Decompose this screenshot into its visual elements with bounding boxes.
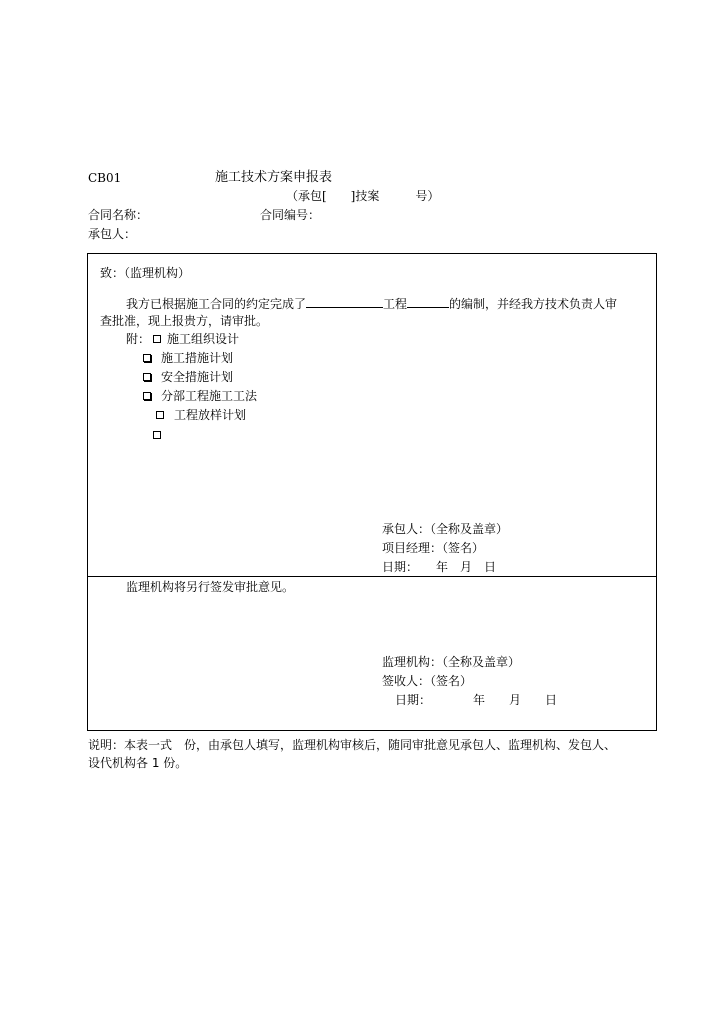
contract-no-label: 合同编号： — [260, 208, 321, 222]
sign-contractor: 承包人：（全称及盖章） — [382, 522, 509, 536]
form-code: CB01 — [88, 171, 122, 185]
attachment-item[interactable]: 分部工程施工工法 — [143, 390, 257, 402]
body-line-1 — [126, 296, 617, 310]
document-blank[interactable] — [407, 296, 449, 308]
attachment-item[interactable]: 工程放样计划 — [156, 409, 246, 421]
body-part2: 工程 — [383, 297, 408, 311]
attachment-item[interactable]: 施工措施计划 — [143, 352, 233, 364]
sign-receiver: 签收人：（签名） — [382, 674, 473, 688]
attachment-item[interactable]: 安全措施计划 — [143, 371, 233, 383]
to-label: 致：（监理机构） — [100, 266, 191, 280]
checkbox[interactable] — [143, 373, 151, 381]
note-line-1: 说明：本表一式 份，由承包人填写，监理机构审核后，随同审批意见承包人、监理机构、发包人、 — [88, 738, 617, 752]
approval-note: 监理机构将另行签发审批意见。 — [126, 580, 295, 594]
checkbox[interactable] — [143, 392, 151, 400]
attachment-item[interactable]: 施工组织设计 — [153, 333, 239, 345]
form-subtitle: （承包[ ]技案 号） — [286, 189, 440, 203]
sign-manager: 项目经理：（签名） — [382, 541, 485, 555]
table-divider — [87, 576, 657, 577]
body-part1: 我方已根据施工合同的约定完成了 — [126, 297, 307, 311]
sign-date: 日期： 年 月 日 — [382, 560, 497, 574]
contractor-label: 承包人： — [88, 227, 137, 241]
checkbox[interactable] — [153, 431, 161, 439]
body-line-2: 查批准，现上报贵方，请审批。 — [100, 314, 269, 328]
note-line-2: 设代机构各 1 份。 — [88, 756, 188, 770]
attach-label: 附： — [126, 332, 151, 346]
body-part3: 的编制，并经我方技术负责人审 — [449, 297, 618, 311]
attachment-item[interactable] — [153, 429, 167, 441]
contract-name-label: 合同名称： — [88, 208, 149, 222]
checkbox[interactable] — [153, 335, 161, 343]
project-blank[interactable] — [306, 296, 383, 308]
sign-supervisor: 监理机构：（全称及盖章） — [382, 655, 521, 669]
checkbox[interactable] — [156, 411, 164, 419]
page-title: 施工技术方案申报表 — [215, 170, 333, 185]
checkbox[interactable] — [143, 354, 151, 362]
sign-date-2: 日期： 年 月 日 — [395, 693, 558, 707]
